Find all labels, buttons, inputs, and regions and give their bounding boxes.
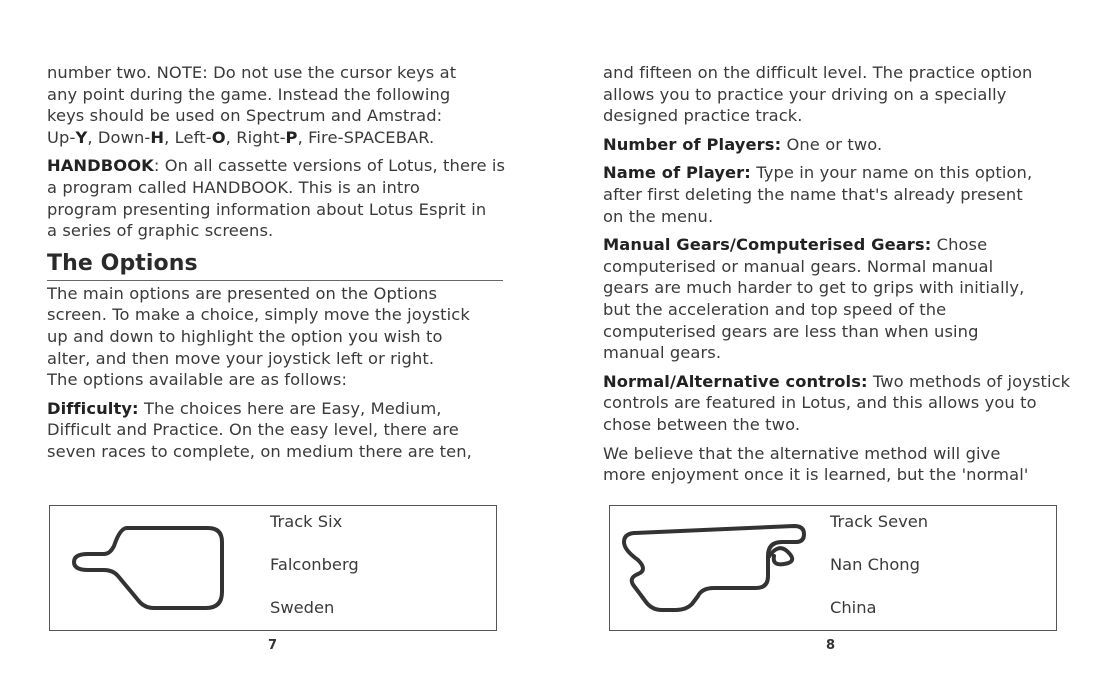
key-label: , Right- <box>225 127 286 147</box>
text-line: Two methods of joystick <box>867 371 1071 391</box>
key-label: , Left- <box>164 127 212 147</box>
text-line: Difficult and Practice. On the easy level, there are <box>47 420 459 440</box>
key-mapping-line <box>47 127 517 149</box>
options-heading: The Options <box>47 250 198 276</box>
difficulty-term: Difficulty: <box>47 398 139 418</box>
text-line: One or two. <box>781 134 883 154</box>
text-line: designed practice track. <box>603 106 803 126</box>
controls-note-paragraph <box>47 62 517 148</box>
gears-term: Manual Gears/Computerised Gears: <box>603 235 932 255</box>
right-page <box>550 0 1100 694</box>
track-name: Track Six <box>270 512 343 531</box>
text-line: number two. NOTE: Do not use the cursor keys at <box>47 63 457 82</box>
text-line: Type in your name on this option, <box>750 163 1033 183</box>
text-line: on the menu. <box>603 206 714 226</box>
text-line: and fifteen on the difficult level. The practice option <box>603 63 1033 82</box>
handbook-paragraph <box>47 155 517 241</box>
text-line: The options available are as follows: <box>47 370 348 390</box>
track-name: Track Seven <box>830 512 929 531</box>
controls-term: Normal/Alternative controls: <box>603 371 868 391</box>
text-line: any point during the game. Instead the following <box>47 84 451 104</box>
text-line: but the acceleration and top speed of the <box>603 299 947 319</box>
track-map-icon <box>618 512 818 622</box>
difficulty-continued-paragraph <box>603 62 1073 127</box>
key-down: H <box>150 127 165 147</box>
text-line: a program called HANDBOOK. This is an intro <box>47 177 420 197</box>
text-line: computerised gears are less than when using <box>603 321 979 341</box>
text-line: Chose <box>931 235 988 255</box>
difficulty-paragraph <box>47 398 517 463</box>
text-line: allows you to practice your driving on a specially <box>603 84 1007 104</box>
gears-paragraph <box>603 234 1073 364</box>
text-line: We believe that the alternative method will give <box>603 443 1001 463</box>
text-line: more enjoyment once it is learned, but the 'normal' <box>603 465 1029 485</box>
players-term: Number of Players: <box>603 134 782 154</box>
text-line: alter, and then move your joystick left or right. <box>47 348 435 368</box>
page-number: 7 <box>268 638 278 653</box>
text-line: program presenting information about Lotus Esprit in <box>47 199 487 219</box>
text-line: : On all cassette versions of Lotus, there is <box>153 156 506 176</box>
text-line: The choices here are Easy, Medium, <box>138 398 442 418</box>
key-left: O <box>211 127 226 147</box>
text-line: seven races to complete, on medium there are ten, <box>47 441 472 461</box>
controls-paragraph <box>603 371 1073 436</box>
text-line: after first deleting the name that's already present <box>603 184 1023 204</box>
page-number: 8 <box>826 638 836 653</box>
track-venue: Nan Chong <box>830 555 920 574</box>
key-up: Y <box>75 127 88 147</box>
track-six-box <box>49 505 497 631</box>
options-paragraph <box>47 283 517 391</box>
player-name-term: Name of Player: <box>603 163 751 183</box>
track-venue: Falconberg <box>270 555 359 574</box>
text-line: computerised or manual gears. Normal manual <box>603 256 994 276</box>
text-line: a series of graphic screens. <box>47 221 274 241</box>
believe-paragraph <box>603 443 1073 486</box>
handbook-term: HANDBOOK <box>47 156 154 176</box>
player-name-paragraph <box>603 162 1073 227</box>
right-page-text <box>603 62 1073 493</box>
track-seven-box <box>609 505 1057 631</box>
text-line: manual gears. <box>603 343 722 363</box>
track-country: Sweden <box>270 598 335 617</box>
text-line: controls are featured in Lotus, and this allows you to <box>603 393 1037 413</box>
key-right: P <box>285 127 298 147</box>
players-paragraph <box>603 134 1073 156</box>
key-label: , Down- <box>87 127 151 147</box>
track-map-icon <box>58 512 228 622</box>
key-fire: , Fire-SPACEBAR. <box>297 127 435 147</box>
heading-divider <box>47 280 503 281</box>
text-line: The main options are presented on the Options <box>47 283 438 303</box>
track-info <box>830 512 928 641</box>
track-country: China <box>830 598 877 617</box>
text-line: keys should be used on Spectrum and Amstrad: <box>47 106 443 126</box>
text-line: screen. To make a choice, simply move the joystick <box>47 305 470 325</box>
track-info <box>270 512 359 641</box>
text-line: chose between the two. <box>603 414 801 434</box>
key-label: Up- <box>47 127 76 147</box>
left-page-text <box>47 62 517 470</box>
text-line: gears are much harder to get to grips with initially, <box>603 278 1025 298</box>
text-line: up and down to highlight the option you wish to <box>47 326 443 346</box>
